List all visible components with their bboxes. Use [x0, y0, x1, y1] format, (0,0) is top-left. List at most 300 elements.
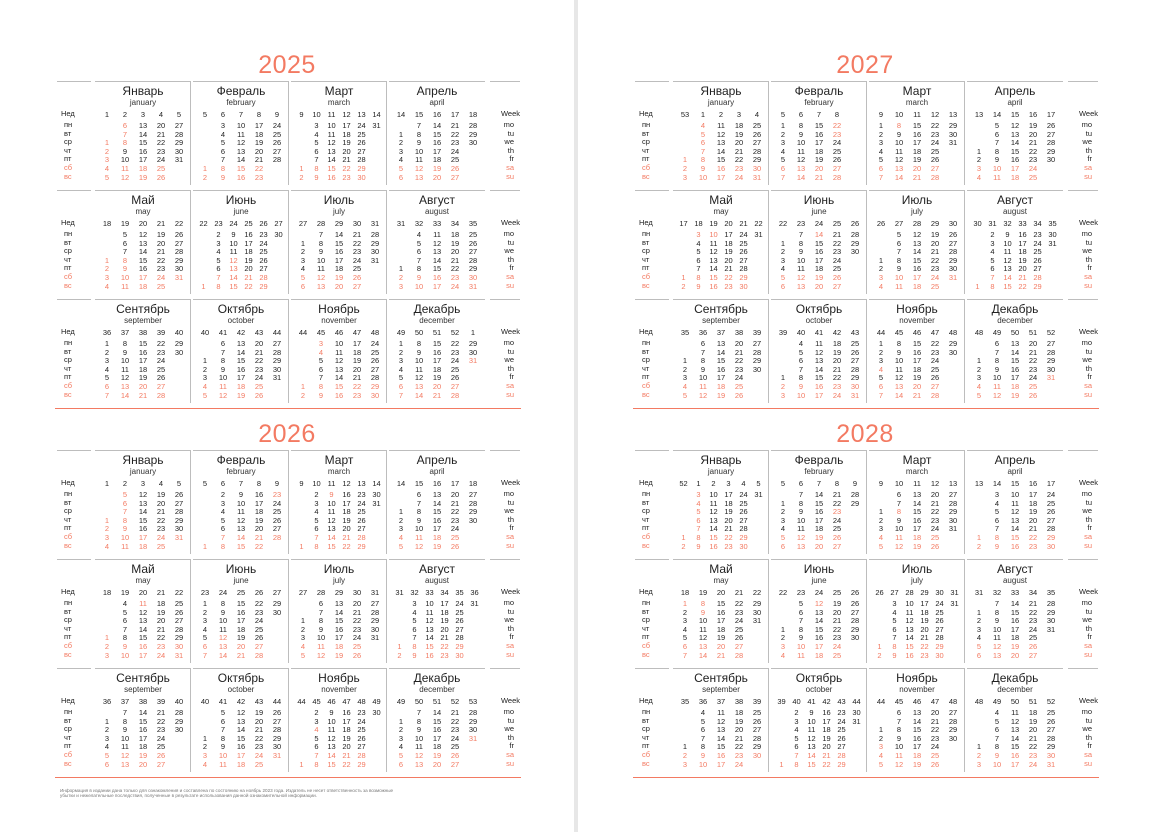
week-number: 6 — [220, 110, 226, 119]
day-cell: 11 — [317, 642, 325, 651]
week-number: 45 — [894, 697, 904, 706]
day-cell: 26 — [930, 759, 940, 769]
day-cell: 5 — [696, 247, 701, 257]
day-cell: 31 — [948, 273, 958, 282]
day-cell — [970, 508, 988, 517]
day-cell: 20 — [734, 138, 744, 148]
day-cell — [676, 709, 694, 718]
day-cell: 1 — [878, 255, 884, 265]
day-cell: 10 — [236, 498, 246, 508]
day-cell: 1 — [682, 742, 688, 752]
day-cell: 11 — [905, 607, 914, 617]
week-number: 4 — [741, 479, 746, 488]
day-cell: 10 — [120, 356, 130, 366]
day-cell — [98, 500, 116, 509]
weekday-label-en: sa — [506, 532, 514, 541]
day-cell — [947, 626, 962, 635]
month-name-ru: Июль — [901, 562, 933, 576]
day-row-su — [392, 283, 482, 292]
day-cell: 26 — [1028, 390, 1038, 400]
day-cell: 31 — [752, 616, 762, 626]
week-numbers-row — [196, 329, 286, 338]
week-number: 14 — [992, 110, 1002, 119]
row-divider-left — [57, 190, 91, 191]
weekday-label-en: we — [1082, 355, 1092, 365]
day-cell: 7 — [878, 390, 884, 400]
day-cell: 20 — [822, 742, 831, 752]
week-number: 40 — [174, 328, 184, 337]
day-cell: 19 — [832, 347, 842, 357]
day-cell — [944, 752, 962, 761]
day-cell: 8 — [798, 624, 804, 634]
day-cell — [947, 634, 962, 643]
day-cell: 28 — [752, 347, 762, 357]
day-cell: 21 — [254, 533, 264, 542]
day-cell: 13 — [709, 515, 718, 525]
day-cell: 12 — [218, 633, 228, 643]
day-cell: 18 — [1010, 382, 1020, 391]
week-number: 44 — [852, 697, 861, 706]
day-cell: 27 — [259, 264, 268, 274]
day-cell: 27 — [1046, 725, 1056, 735]
day-cell: 21 — [352, 230, 362, 239]
day-cell: 30 — [752, 751, 762, 760]
row-divider-left — [635, 559, 669, 560]
day-cell: 31 — [948, 138, 958, 148]
day-cell — [294, 349, 312, 358]
day-cell: 21 — [254, 347, 264, 357]
month-name-ru: Март — [902, 84, 932, 98]
day-cell: 8 — [122, 716, 128, 726]
day-cell: 2 — [300, 390, 306, 400]
week-number: 18 — [680, 588, 690, 597]
day-cell: 11 — [1011, 708, 1019, 717]
day-cell — [751, 283, 766, 292]
week-number: 35 — [468, 219, 478, 228]
day-cell: 27 — [272, 146, 282, 156]
day-cell: 25 — [1046, 498, 1056, 508]
day-cell: 2 — [397, 650, 402, 660]
day-cell: 17 — [138, 155, 148, 165]
row-divider-left — [57, 668, 91, 669]
day-cell: 6 — [878, 164, 884, 173]
day-cell: 20 — [930, 490, 940, 499]
day-cell: 13 — [432, 247, 442, 257]
day-cell — [268, 383, 286, 392]
month-name-en: may — [713, 576, 729, 585]
week-number: 50 — [414, 328, 424, 337]
label-week: Week — [500, 218, 520, 227]
day-cell: 28 — [948, 247, 958, 257]
day-cell: 7 — [412, 633, 417, 643]
day-cell: 21 — [450, 498, 460, 508]
day-cell: 31 — [752, 172, 762, 182]
day-cell: 29 — [357, 164, 366, 173]
label-week: Week — [500, 587, 520, 596]
day-cell: 14 — [912, 498, 922, 508]
day-cell — [170, 174, 188, 183]
day-row-su — [676, 392, 766, 401]
day-cell: 21 — [920, 633, 929, 643]
weekday-label-en: th — [507, 254, 514, 264]
day-cell: 22 — [832, 624, 842, 634]
day-cell: 3 — [398, 356, 404, 366]
day-row-fr — [392, 634, 482, 643]
day-cell — [774, 340, 792, 349]
day-cell: 2 — [878, 347, 884, 357]
day-cell: 29 — [850, 238, 860, 248]
day-cell: 9 — [696, 281, 701, 291]
weekday-label-ru: пт — [64, 632, 72, 642]
day-cell: 6 — [976, 650, 982, 660]
day-cell: 9 — [892, 650, 897, 660]
day-cell — [970, 122, 988, 131]
day-cell: 26 — [948, 230, 958, 239]
day-row-su — [774, 392, 864, 401]
week-number: 28 — [316, 588, 326, 597]
day-cell: 24 — [156, 356, 166, 366]
weekday-label-ru: чт — [64, 732, 72, 742]
label-ned: Нед — [639, 218, 653, 227]
month-name-en: march — [905, 467, 929, 476]
month-may — [673, 559, 769, 663]
day-cell: 13 — [716, 138, 726, 148]
day-cell: 12 — [894, 541, 904, 551]
day-cell: 18 — [254, 507, 264, 517]
day-cell: 19 — [432, 751, 442, 760]
day-cell: 10 — [414, 733, 424, 743]
day-cell: 12 — [327, 138, 336, 148]
day-cell: 10 — [905, 599, 914, 608]
day-cell: 11 — [895, 751, 903, 760]
day-cell — [294, 525, 309, 534]
day-cell — [748, 652, 766, 661]
day-cell: 24 — [156, 533, 166, 542]
day-cell: 5 — [104, 172, 110, 182]
day-cell: 16 — [334, 390, 344, 400]
day-cell: 13 — [316, 281, 326, 291]
day-cell — [944, 743, 962, 752]
day-cell: 20 — [254, 339, 264, 348]
weekday-label-en: we — [504, 615, 514, 625]
day-cell: 20 — [138, 382, 148, 391]
day-cell: 15 — [912, 339, 922, 348]
day-cell: 26 — [254, 633, 264, 643]
week-numbers-row — [774, 329, 864, 338]
day-cell: 9 — [231, 230, 236, 239]
day-row-tu — [294, 500, 384, 509]
month-name-en: may — [713, 207, 729, 216]
day-cell: 15 — [716, 599, 726, 608]
day-cell: 20 — [450, 490, 460, 499]
day-cell: 24 — [734, 759, 744, 769]
month-name-en: march — [905, 98, 929, 107]
day-cell: 8 — [994, 533, 1000, 542]
day-cell: 16 — [814, 247, 824, 257]
week-number: 5 — [780, 479, 786, 488]
day-cell: 23 — [156, 146, 166, 156]
day-cell — [676, 240, 691, 249]
day-cell: 18 — [156, 599, 166, 608]
day-cell — [268, 652, 286, 661]
day-cell — [751, 525, 766, 534]
month-name-ru: Сентябрь — [116, 302, 170, 316]
day-cell: 17 — [138, 733, 148, 743]
day-cell: 31 — [1048, 238, 1057, 248]
day-cell — [170, 752, 188, 761]
day-cell: 12 — [432, 238, 442, 248]
week-number: 6 — [220, 479, 226, 488]
day-cell: 30 — [752, 607, 762, 617]
day-cell: 30 — [357, 172, 366, 182]
day-cell: 18 — [822, 725, 831, 735]
day-cell: 2 — [780, 129, 786, 139]
day-cell: 18 — [138, 164, 148, 173]
week-number: 34 — [440, 588, 449, 597]
day-cell: 13 — [716, 725, 726, 735]
month-name-ru: Июнь — [803, 562, 835, 576]
day-cell: 20 — [734, 725, 744, 735]
day-cell: 7 — [220, 725, 226, 735]
weekday-label-ru: пн — [642, 707, 651, 716]
day-cell: 6 — [682, 642, 688, 651]
day-cell: 22 — [832, 121, 842, 130]
month-name-en: january — [129, 467, 157, 476]
day-cell: 29 — [174, 339, 184, 348]
day-cell: 16 — [1010, 616, 1020, 626]
month-october — [193, 299, 289, 403]
day-cell: 11 — [895, 281, 903, 291]
day-cell — [748, 761, 766, 770]
day-cell: 17 — [236, 751, 246, 760]
day-cell: 9 — [994, 751, 1000, 760]
week-number: 5 — [176, 479, 182, 488]
weekday-label-ru: сб — [64, 750, 73, 759]
day-cell: 7 — [416, 498, 422, 508]
day-cell: 18 — [716, 382, 726, 391]
day-row-we — [872, 617, 962, 626]
day-cell: 4 — [878, 364, 884, 374]
month-name-ru: Сентябрь — [694, 671, 748, 685]
week-number: 2 — [718, 110, 724, 119]
week-number: 31 — [395, 588, 404, 597]
day-cell: 25 — [930, 751, 940, 760]
day-row-mo — [774, 709, 864, 718]
day-cell: 18 — [342, 725, 351, 735]
month-name-en: march — [327, 467, 351, 476]
day-row-su — [676, 543, 766, 552]
day-cell: 18 — [432, 533, 442, 542]
day-cell — [98, 240, 116, 249]
day-cell: 9 — [994, 364, 1000, 374]
day-cell — [196, 240, 211, 249]
day-cell: 28 — [272, 725, 282, 735]
day-cell: 10 — [796, 255, 806, 265]
day-row-we — [196, 248, 286, 257]
day-cell: 22 — [254, 599, 264, 608]
day-cell — [872, 240, 890, 249]
week-number: 3 — [736, 110, 742, 119]
month-september — [95, 668, 191, 772]
day-cell — [294, 726, 309, 735]
day-row-tu — [294, 131, 384, 140]
day-cell: 16 — [138, 642, 148, 651]
row-divider-left — [635, 668, 669, 669]
day-cell — [196, 139, 214, 148]
day-cell — [849, 761, 864, 770]
weekday-label-en: mo — [1081, 229, 1092, 238]
weekday-label-en: fr — [509, 372, 514, 382]
day-cell: 19 — [1010, 390, 1020, 400]
weekday-label-ru: пн — [64, 598, 73, 607]
day-cell: 10 — [698, 373, 708, 383]
day-cell: 17 — [236, 616, 246, 626]
day-cell: 3 — [104, 356, 110, 366]
day-cell: 22 — [156, 138, 166, 148]
day-cell: 4 — [416, 230, 422, 239]
day-cell: 25 — [739, 238, 748, 248]
week-number: 43 — [837, 697, 846, 706]
weekday-label-ru: сб — [64, 641, 73, 650]
day-cell — [369, 726, 384, 735]
day-cell: 15 — [138, 255, 148, 265]
day-cell: 1 — [104, 716, 110, 726]
day-cell: 3 — [314, 121, 319, 130]
day-row-th — [676, 257, 766, 266]
week-number: 16 — [432, 479, 442, 488]
day-cell: 8 — [318, 382, 324, 391]
day-cell: 10 — [698, 616, 708, 626]
day-cell: 28 — [468, 708, 478, 717]
day-cell: 13 — [236, 524, 246, 534]
day-cell: 10 — [414, 356, 424, 366]
day-cell: 3 — [976, 373, 982, 383]
day-cell: 19 — [716, 633, 726, 643]
week-number: 49 — [992, 328, 1002, 337]
day-cell — [170, 735, 188, 744]
day-cell: 12 — [814, 347, 824, 357]
day-cell: 13 — [1010, 129, 1020, 139]
day-cell: 23 — [450, 138, 460, 148]
day-row-we — [392, 617, 482, 626]
week-number: 5 — [202, 110, 208, 119]
day-cell: 11 — [1003, 247, 1012, 257]
day-cell: 30 — [1048, 230, 1057, 239]
week-number: 45 — [894, 328, 904, 337]
week-number: 21 — [156, 588, 166, 597]
day-cell: 28 — [174, 247, 184, 257]
day-cell — [196, 122, 214, 131]
week-number: 23 — [200, 588, 210, 597]
weekday-label-en: tu — [1085, 237, 1092, 247]
day-cell: 28 — [752, 733, 762, 743]
day-cell: 23 — [352, 390, 362, 400]
day-cell: 6 — [416, 247, 422, 257]
day-cell: 5 — [696, 507, 701, 517]
row-divider-left — [57, 559, 91, 560]
month-name-en: february — [226, 467, 256, 476]
day-row-mo — [294, 709, 384, 718]
day-cell — [947, 617, 962, 626]
day-cell: 28 — [752, 146, 762, 156]
week-number: 41 — [218, 328, 228, 337]
day-cell: 16 — [138, 264, 148, 274]
day-cell: 4 — [398, 533, 404, 542]
day-cell: 30 — [935, 650, 944, 660]
day-cell: 21 — [930, 247, 940, 257]
week-number: 36 — [698, 328, 708, 337]
day-cell: 7 — [994, 138, 1000, 148]
day-cell — [676, 340, 694, 349]
day-cell — [392, 626, 407, 635]
day-cell: 9 — [798, 382, 804, 391]
day-cell: 20 — [832, 607, 842, 617]
day-cell: 22 — [450, 339, 460, 348]
month-name-en: november — [899, 685, 935, 694]
month-april — [967, 450, 1063, 554]
day-cell: 4 — [780, 650, 786, 660]
weekday-label-en: sa — [1084, 381, 1092, 390]
day-cell: 31 — [468, 281, 478, 291]
day-row-su — [676, 283, 766, 292]
day-cell: 24 — [272, 498, 282, 508]
day-cell: 6 — [122, 498, 128, 508]
week-number: 21 — [739, 219, 748, 228]
day-cell: 25 — [254, 382, 264, 391]
day-cell: 15 — [432, 339, 442, 348]
day-cell: 28 — [850, 364, 860, 374]
day-cell: 28 — [357, 155, 366, 165]
day-cell: 3 — [682, 759, 688, 769]
day-cell — [98, 491, 116, 500]
day-cell: 24 — [1028, 164, 1038, 173]
week-number: 50 — [1010, 328, 1020, 337]
day-cell: 12 — [334, 356, 344, 366]
day-cell: 13 — [1010, 725, 1020, 735]
day-cell: 28 — [1046, 733, 1056, 743]
weekday-label-ru: сб — [642, 750, 651, 759]
week-numbers-row — [872, 589, 962, 598]
week-number: 1 — [470, 328, 476, 337]
day-cell: 1 — [682, 155, 688, 165]
day-cell: 6 — [994, 725, 1000, 735]
weekday-label-en: th — [1085, 145, 1092, 155]
day-cell: 2 — [398, 515, 404, 525]
day-cell: 26 — [1033, 255, 1042, 265]
month-name-ru: Август — [996, 193, 1034, 207]
day-cell: 13 — [327, 146, 336, 156]
day-cell: 19 — [912, 373, 922, 383]
week-number: 11 — [327, 110, 336, 119]
row-divider-right — [1068, 559, 1098, 560]
month-november — [291, 668, 387, 772]
day-cell: 24 — [832, 255, 842, 265]
weekday-label-en: sa — [506, 272, 514, 281]
day-cell: 22 — [352, 616, 362, 626]
day-cell: 24 — [352, 633, 362, 643]
day-cell: 4 — [976, 172, 982, 182]
day-cell: 24 — [1046, 490, 1056, 499]
day-cell: 16 — [432, 273, 442, 282]
week-number: 50 — [414, 697, 424, 706]
week-number: 4 — [754, 110, 760, 119]
day-cell: 19 — [432, 541, 442, 551]
week-number: 18 — [102, 588, 112, 597]
day-cell: 13 — [218, 642, 228, 651]
day-cell: 16 — [709, 281, 718, 291]
month-name-en: september — [702, 685, 740, 694]
day-cell: 17 — [342, 498, 351, 508]
